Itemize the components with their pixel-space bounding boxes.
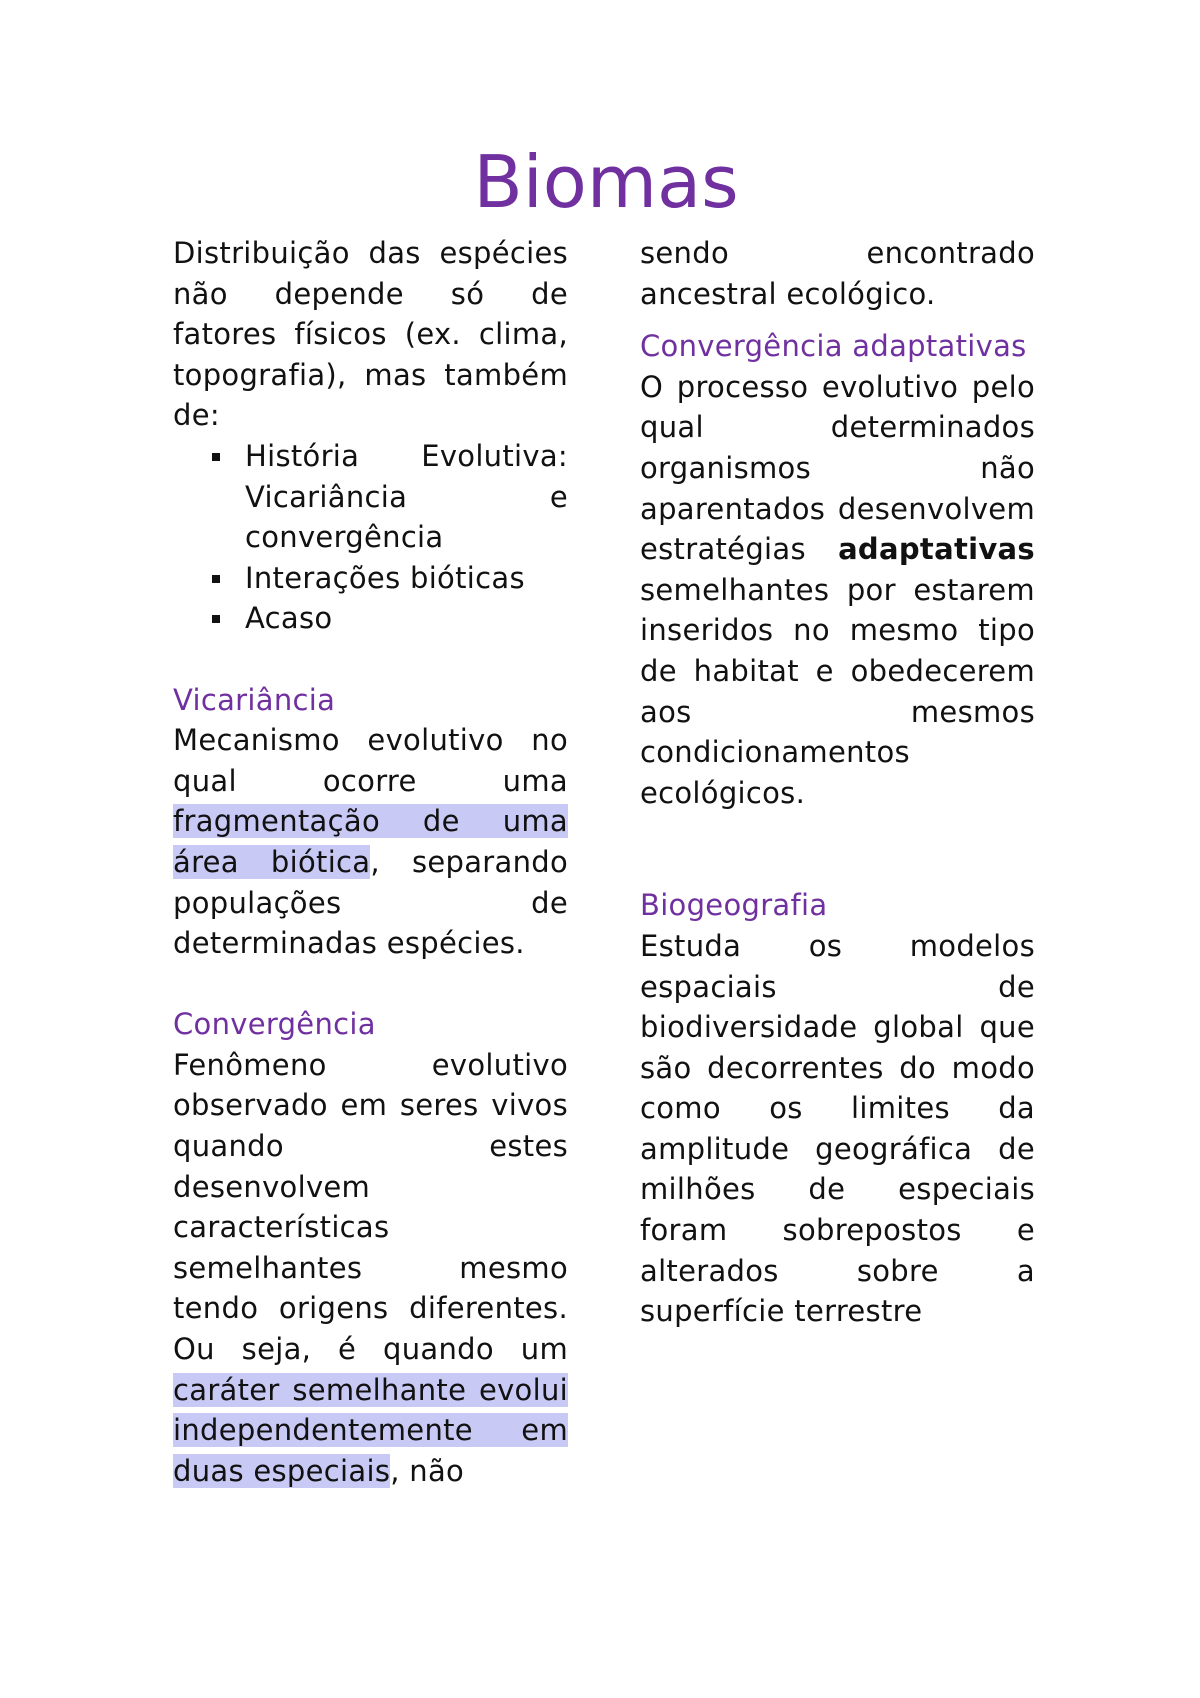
list-item: Acaso: [245, 598, 568, 639]
biogeografia-paragraph: Estuda os modelos espaciais de biodiversidade global que são decorrentes do modo como os limites da amplitude geográfica de milhões de especiais foram sobrepostos e alterados sobre a superfície terrestre: [640, 928, 1035, 1329]
intro-paragraph: Distribuição das espécies não depende só de fatores físicos (ex. clima, topografia), mas também de:: [173, 236, 568, 433]
convergencia-adaptativas-paragraph: O processo evolutivo pelo qual determinados organismos não aparentados desenvolvem estratégias adaptativas semelhantes por estarem inseridos no mesmo tipo de habitat e obedecerem aos mesmos condicionamentos ecológicos.: [640, 369, 1035, 810]
convergencia-heading: Convergência: [173, 1007, 376, 1042]
factors-list: [173, 436, 568, 639]
page-title: Biomas: [473, 140, 739, 224]
bold-term: adaptativas: [838, 532, 1035, 567]
list-item: Interações bióticas: [245, 558, 568, 599]
biogeografia-heading: Biogeografia: [640, 888, 828, 923]
highlighted-text: fragmentação de uma área biótica: [173, 804, 568, 879]
continuation-paragraph: sendo encontrado ancestral ecológico.: [640, 236, 1035, 311]
right-column: [640, 233, 1035, 1332]
list-item: História Evolutiva: Vicariância e convergência: [245, 436, 568, 558]
convergencia-adaptativas-heading: Convergência adaptativas: [640, 329, 1027, 364]
vicariancia-paragraph: Mecanismo evolutivo no qual ocorre uma fragmentação de uma área biótica, separando populações de determinadas espécies.: [173, 723, 568, 961]
left-column: [173, 233, 568, 1491]
highlighted-text: caráter semelhante evolui independentemente em duas especiais: [173, 1372, 568, 1488]
vicariancia-heading: Vicariância: [173, 682, 336, 717]
convergencia-paragraph: Fenômeno evolutivo observado em seres vivos quando estes desenvolvem características semelhantes mesmo tendo origens diferentes. Ou seja, é quando um caráter semelhante evolui independentemente em duas especiais, não: [173, 1047, 568, 1488]
